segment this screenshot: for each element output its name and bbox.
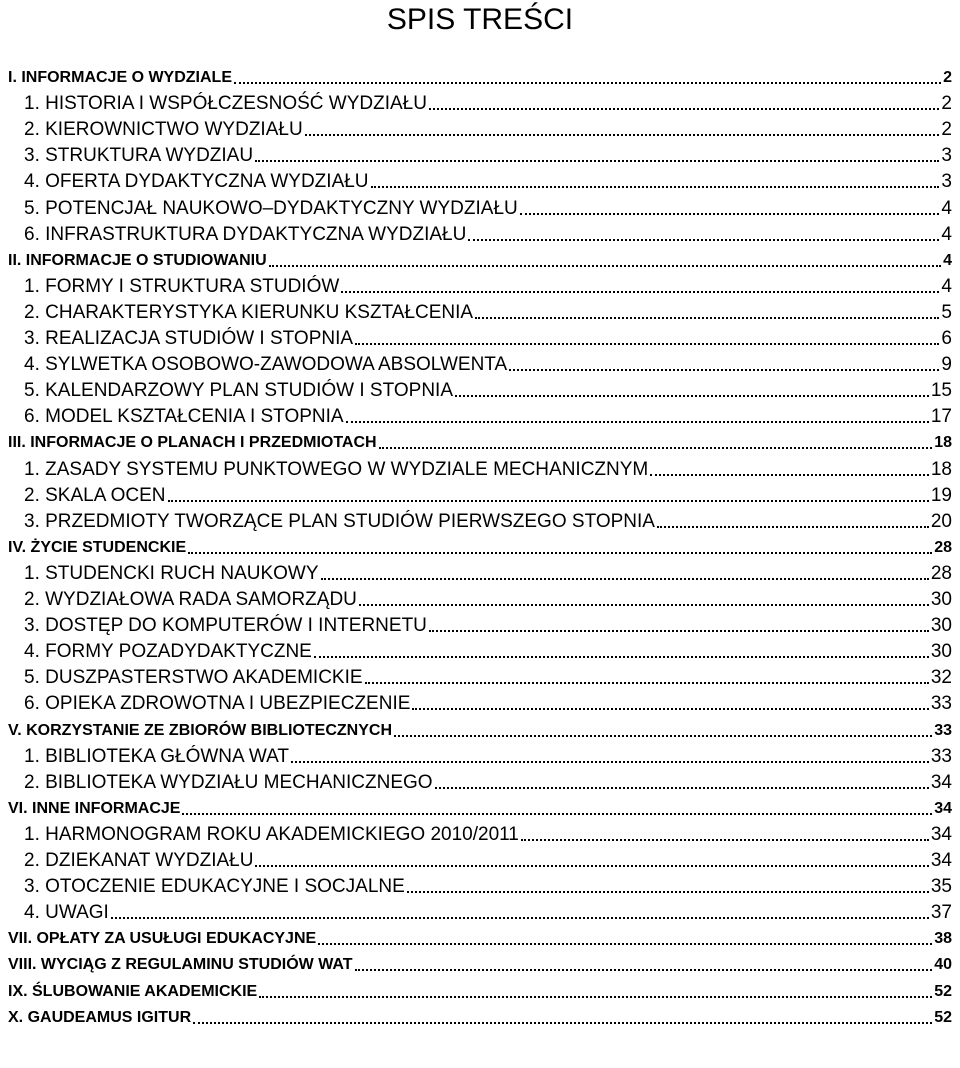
toc-entry-page: 3 bbox=[941, 145, 952, 167]
toc-entry-page: 37 bbox=[930, 902, 952, 924]
toc-entry-label: 1. HARMONOGRAM ROKU AKADEMICKIEGO 2010/2011 bbox=[24, 823, 519, 845]
toc-item-entry[interactable] bbox=[24, 662, 952, 689]
dot-leader bbox=[269, 265, 941, 267]
toc-entry-page: 4 bbox=[941, 275, 952, 297]
toc-item-entry[interactable] bbox=[24, 610, 952, 637]
dot-leader bbox=[429, 108, 939, 110]
toc-entry-label: III. INFORMACJE O PLANACH I PRZEDMIOTACH bbox=[8, 434, 377, 452]
toc-entry-page: 28 bbox=[930, 562, 952, 584]
toc-entry-label: 4. SYLWETKA OSOBOWO-ZAWODOWA ABSOLWENTA bbox=[24, 354, 508, 376]
toc-entry-page: 32 bbox=[930, 667, 952, 689]
toc-entry-label: 6. MODEL KSZTAŁCENIA I STOPNIA bbox=[24, 406, 344, 428]
dot-leader bbox=[259, 996, 932, 998]
toc-entry-page: 30 bbox=[930, 615, 952, 637]
toc-item-entry[interactable] bbox=[24, 897, 952, 924]
toc-entry-page: 35 bbox=[930, 876, 952, 898]
toc-item-entry[interactable] bbox=[24, 871, 952, 898]
toc-entry-page: 52 bbox=[934, 982, 952, 1000]
toc-entry-page: 33 bbox=[934, 721, 952, 739]
toc-entry-label: 3. DOSTĘP DO KOMPUTERÓW I INTERNETU bbox=[24, 615, 427, 637]
toc-entry-page: 19 bbox=[930, 484, 952, 506]
toc-item-entry[interactable] bbox=[24, 323, 952, 350]
dot-leader bbox=[359, 604, 929, 606]
toc-item-entry[interactable] bbox=[24, 558, 952, 585]
toc-entry-page: 34 bbox=[930, 771, 952, 793]
toc-entry-label: 3. OTOCZENIE EDUKACYJNE I SOCJALNE bbox=[24, 876, 405, 898]
toc-entry-page: 6 bbox=[941, 328, 952, 349]
dot-leader bbox=[475, 317, 939, 319]
dot-leader bbox=[346, 421, 929, 423]
toc-entry-label: X. GAUDEAMUS IGITUR bbox=[8, 1008, 192, 1026]
dot-leader bbox=[291, 761, 929, 763]
toc-entry-label: 2. KIEROWNICTWO WYDZIAŁU bbox=[24, 119, 303, 141]
toc-section-entry[interactable] bbox=[8, 245, 952, 272]
dot-leader bbox=[314, 656, 929, 658]
toc-entry-label: 5. KALENDARZOWY PLAN STUDIÓW I STOPNIA bbox=[24, 380, 453, 402]
toc-entry-page: 33 bbox=[930, 745, 952, 767]
toc-entry-page: 9 bbox=[941, 354, 952, 376]
toc-item-entry[interactable] bbox=[24, 375, 952, 402]
toc-entry-page: 34 bbox=[930, 850, 952, 871]
toc-entry-page: 4 bbox=[941, 197, 952, 219]
toc-entry-label: 1. STUDENCKI RUCH NAUKOWY bbox=[24, 562, 319, 584]
toc-section-entry[interactable] bbox=[8, 949, 952, 976]
toc-entry-page: 2 bbox=[941, 119, 952, 141]
toc-entry-page: 30 bbox=[930, 641, 952, 663]
toc-section-entry[interactable] bbox=[8, 427, 952, 454]
toc-entry-page: 52 bbox=[934, 1008, 952, 1026]
dot-leader bbox=[188, 552, 932, 554]
toc-entry-label: 4. UWAGI bbox=[24, 902, 109, 924]
toc-section-entry[interactable] bbox=[8, 715, 952, 742]
toc-item-entry[interactable] bbox=[24, 401, 952, 428]
toc-entry-label: 2. BIBLIOTEKA WYDZIAŁU MECHANICZNEGO bbox=[24, 771, 433, 793]
toc-entry-page: 4 bbox=[941, 223, 952, 245]
toc-entry-label: 2. SKALA OCEN bbox=[24, 484, 166, 506]
dot-leader bbox=[371, 186, 940, 188]
dot-leader bbox=[520, 213, 940, 215]
toc-entry-page: 17 bbox=[930, 406, 952, 428]
toc-entry-page: 15 bbox=[930, 380, 952, 402]
toc-entry-label: VII. OPŁATY ZA USUŁUGI EDUKACYJNE bbox=[8, 930, 317, 948]
toc-entry-label: 3. REALIZACJA STUDIÓW I STOPNIA bbox=[24, 328, 354, 349]
toc-section-entry[interactable] bbox=[8, 923, 952, 950]
toc-entry-label: 2. CHARAKTERYSTYKA KIERUNKU KSZTAŁCENIA bbox=[24, 301, 474, 323]
dot-leader bbox=[657, 526, 929, 528]
dot-leader bbox=[412, 708, 928, 710]
toc-entry-label: 5. POTENCJAŁ NAUKOWO–DYDAKTYCZNY WYDZIAŁU bbox=[24, 197, 518, 219]
toc-entry-page: 2 bbox=[943, 69, 952, 86]
dot-leader bbox=[468, 239, 939, 241]
toc-entry-page: 4 bbox=[943, 251, 952, 269]
dot-leader bbox=[182, 813, 932, 815]
toc-entry-page: 34 bbox=[934, 799, 952, 817]
toc-entry-label: 6. INFRASTRUKTURA DYDAKTYCZNA WYDZIAŁU bbox=[24, 223, 467, 245]
toc-item-entry[interactable] bbox=[24, 140, 952, 167]
toc-item-entry[interactable] bbox=[24, 271, 952, 298]
toc-entry-label: 3. STRUKTURA WYDZIAU bbox=[24, 145, 254, 167]
toc-item-entry[interactable] bbox=[24, 480, 952, 507]
dot-leader bbox=[318, 943, 932, 945]
toc-section-entry[interactable] bbox=[8, 532, 952, 559]
toc-item-entry[interactable] bbox=[24, 166, 952, 193]
dot-leader bbox=[234, 82, 941, 84]
toc-entry-page: 18 bbox=[930, 458, 952, 480]
toc-item-entry[interactable] bbox=[24, 219, 952, 246]
dot-leader bbox=[429, 630, 929, 632]
dot-leader bbox=[255, 160, 939, 162]
dot-leader bbox=[379, 447, 933, 449]
toc-entry-label: 1. FORMY I STRUKTURA STUDIÓW bbox=[24, 275, 340, 297]
toc-item-entry[interactable] bbox=[24, 636, 952, 663]
toc-item-entry[interactable] bbox=[24, 297, 952, 324]
toc-entry-page: 2 bbox=[941, 93, 952, 115]
dot-leader bbox=[305, 134, 940, 136]
dot-leader bbox=[255, 865, 928, 867]
toc-section-entry[interactable] bbox=[8, 793, 952, 820]
toc-entry-page: 33 bbox=[930, 693, 952, 715]
toc-entry-label: 2. DZIEKANAT WYDZIAŁU bbox=[24, 850, 254, 871]
toc-entry-page: 5 bbox=[941, 301, 952, 323]
dot-leader bbox=[435, 787, 929, 789]
toc-entry-page: 34 bbox=[930, 823, 952, 845]
toc-entry-label: 5. DUSZPASTERSTWO AKADEMICKIE bbox=[24, 667, 363, 689]
dot-leader bbox=[355, 343, 939, 345]
dot-leader bbox=[407, 891, 929, 893]
toc-entry-label: IX. ŚLUBOWANIE AKADEMICKIE bbox=[8, 982, 258, 1000]
toc-entry-label: IV. ŻYCIE STUDENCKIE bbox=[8, 538, 187, 556]
toc-item-entry[interactable] bbox=[24, 741, 952, 768]
toc-section-entry[interactable] bbox=[8, 62, 952, 89]
dot-leader bbox=[394, 735, 932, 737]
toc-item-entry[interactable] bbox=[24, 454, 952, 481]
toc-entry-page: 18 bbox=[934, 434, 952, 452]
toc-entry-label: I. INFORMACJE O WYDZIALE bbox=[8, 69, 232, 86]
toc-section-entry[interactable] bbox=[8, 1002, 952, 1029]
toc-entry-label: V. KORZYSTANIE ZE ZBIORÓW BIBLIOTECZNYCH bbox=[8, 721, 393, 739]
toc-item-entry[interactable] bbox=[24, 584, 952, 611]
dot-leader bbox=[321, 578, 929, 580]
toc-entry-label: 4. FORMY POZADYDAKTYCZNE bbox=[24, 641, 312, 663]
dot-leader bbox=[365, 682, 929, 684]
toc-entry-page: 28 bbox=[934, 538, 952, 556]
toc-section-entry[interactable] bbox=[8, 976, 952, 1003]
dot-leader bbox=[193, 1022, 932, 1024]
toc-entry-label: 1. BIBLIOTEKA GŁÓWNA WAT bbox=[24, 745, 290, 767]
toc-entry-label: 1. ZASADY SYSTEMU PUNKTOWEGO W WYDZIALE MECHANICZNYM bbox=[24, 458, 649, 480]
toc-item-entry[interactable] bbox=[24, 114, 952, 141]
page-title: SPIS TREŚCI bbox=[386, 3, 574, 36]
dot-leader bbox=[111, 917, 929, 919]
toc-item-entry[interactable] bbox=[24, 767, 952, 794]
toc-item-entry[interactable] bbox=[24, 506, 952, 533]
dot-leader bbox=[455, 395, 929, 397]
toc-entry-label: II. INFORMACJE O STUDIOWANIU bbox=[8, 251, 267, 269]
toc-entry-page: 38 bbox=[934, 930, 952, 948]
toc-entry-label: 2. WYDZIAŁOWA RADA SAMORZĄDU bbox=[24, 589, 357, 610]
dot-leader bbox=[650, 474, 929, 476]
toc-item-entry[interactable] bbox=[24, 193, 952, 220]
dot-leader bbox=[355, 969, 933, 971]
toc-entry-page: 30 bbox=[930, 589, 952, 610]
toc-entry-page: 40 bbox=[934, 956, 952, 974]
toc-item-entry[interactable] bbox=[24, 349, 952, 376]
toc-item-entry[interactable] bbox=[24, 88, 952, 115]
toc-item-entry[interactable] bbox=[24, 845, 952, 872]
toc-item-entry[interactable] bbox=[24, 688, 952, 715]
toc-entry-label: VIII. WYCIĄG Z REGULAMINU STUDIÓW WAT bbox=[8, 956, 353, 974]
dot-leader bbox=[341, 291, 939, 293]
toc-entry-page: 3 bbox=[941, 171, 952, 193]
toc-item-entry[interactable] bbox=[24, 819, 952, 846]
toc-entry-page: 20 bbox=[930, 510, 952, 532]
dot-leader bbox=[509, 369, 939, 371]
toc-entry-label: 4. OFERTA DYDAKTYCZNA WYDZIAŁU bbox=[24, 171, 369, 193]
toc-entry-label: 1. HISTORIA I WSPÓŁCZESNOŚĆ WYDZIAŁU bbox=[24, 93, 427, 115]
toc-entry-label: 6. OPIEKA ZDROWOTNA I UBEZPIECZENIE bbox=[24, 693, 411, 715]
dot-leader bbox=[168, 500, 929, 502]
dot-leader bbox=[521, 839, 929, 841]
toc-entry-label: 3. PRZEDMIOTY TWORZĄCE PLAN STUDIÓW PIERWSZEGO STOPNIA bbox=[24, 510, 655, 532]
toc-entry-label: VI. INNE INFORMACJE bbox=[8, 799, 181, 817]
